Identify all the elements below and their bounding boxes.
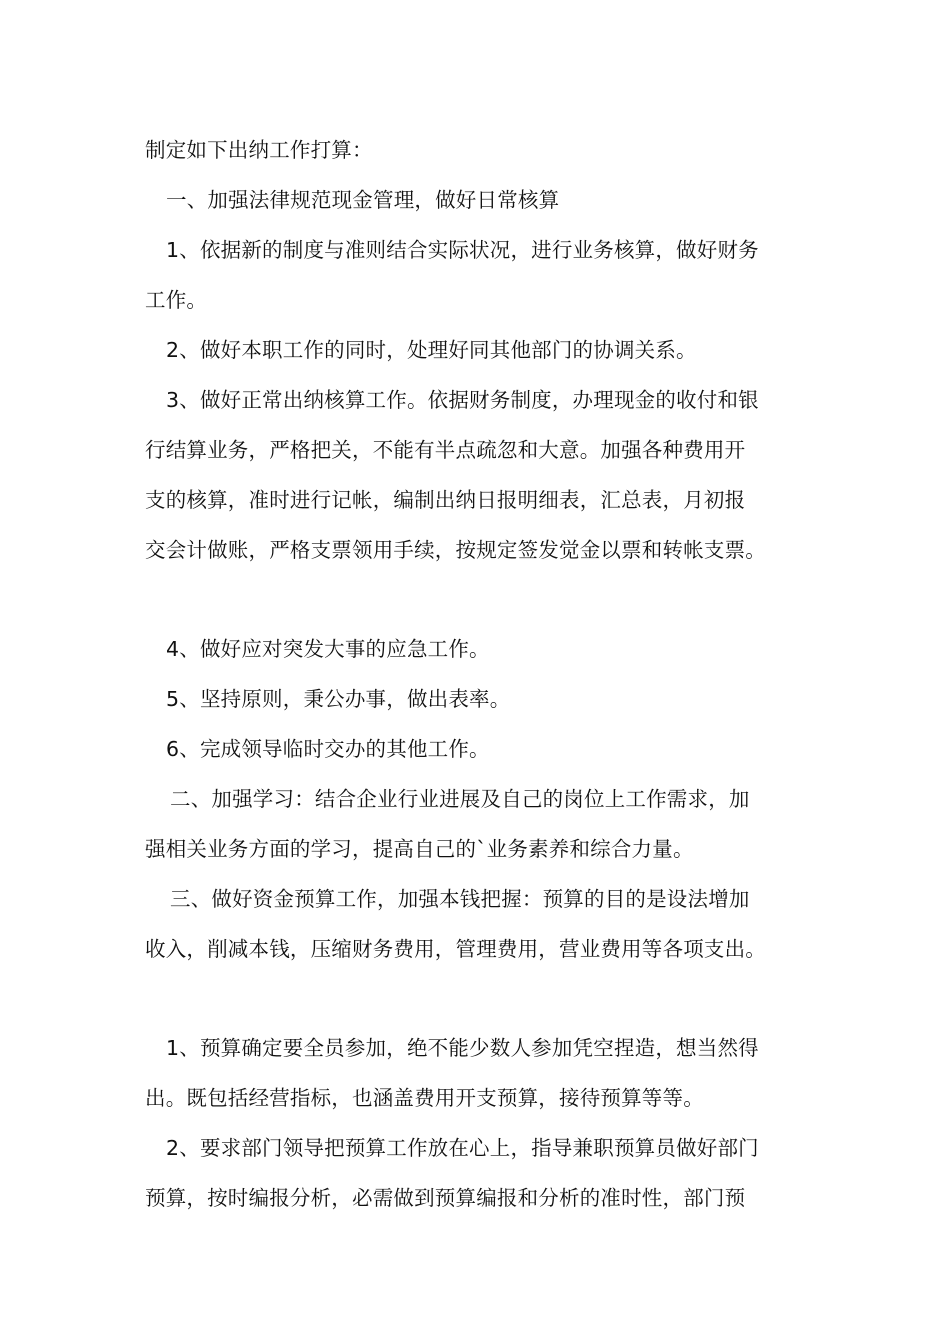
- item-6-line: 6、完成领导临时交办的其他工作。: [166, 737, 490, 761]
- item-3-line-3: 支的核算，准时进行记帐，编制出纳日报明细表，汇总表，月初报: [145, 488, 746, 512]
- budget-item-2-line-2: 预算，按时编报分析，必需做到预算编报和分析的准时性，部门预: [145, 1186, 746, 1210]
- budget-item-1-line-2: 出。既包括经营指标，也涵盖费用开支预算，接待预算等等。: [145, 1086, 704, 1110]
- section-heading-2-line-2: 强相关业务方面的学习，提高自己的`业务素养和综合力量。: [145, 837, 694, 861]
- item-3-line-4: 交会计做账，严格支票领用手续，按规定签发觉金以票和转帐支票。: [145, 538, 766, 562]
- intro-line: 制定如下出纳工作打算：: [145, 138, 373, 162]
- budget-item-1-line-1: 1、预算确定要全员参加，绝不能少数人参加凭空捏造，想当然得: [166, 1036, 759, 1060]
- item-5-line: 5、坚持原则，秉公办事，做出表率。: [166, 687, 511, 711]
- item-3-line-1: 3、做好正常出纳核算工作。依据财务制度，办理现金的收付和银: [166, 388, 759, 412]
- item-1-line-2: 工作。: [145, 288, 208, 312]
- item-2-line: 2、做好本职工作的同时，处理好同其他部门的协调关系。: [166, 338, 697, 362]
- budget-item-2-line-1: 2、要求部门领导把预算工作放在心上，指导兼职预算员做好部门: [166, 1136, 759, 1160]
- item-3-line-2: 行结算业务，严格把关，不能有半点疏忽和大意。加强各种费用开: [145, 438, 746, 462]
- section-heading-3-line-2: 收入，削减本钱，压缩财务费用，管理费用，营业费用等各项支出。: [145, 937, 766, 961]
- section-heading-3-line-1: 三、做好资金预算工作，加强本钱把握：预算的目的是设法增加: [170, 887, 750, 911]
- section-heading-1: 一、加强法律规范现金管理，做好日常核算: [166, 188, 560, 212]
- item-1-line-1: 1、依据新的制度与准则结合实际状况，进行业务核算，做好财务: [166, 238, 759, 262]
- item-4-line: 4、做好应对突发大事的应急工作。: [166, 637, 490, 661]
- section-heading-2-line-1: 二、加强学习：结合企业行业进展及自己的岗位上工作需求，加: [170, 787, 750, 811]
